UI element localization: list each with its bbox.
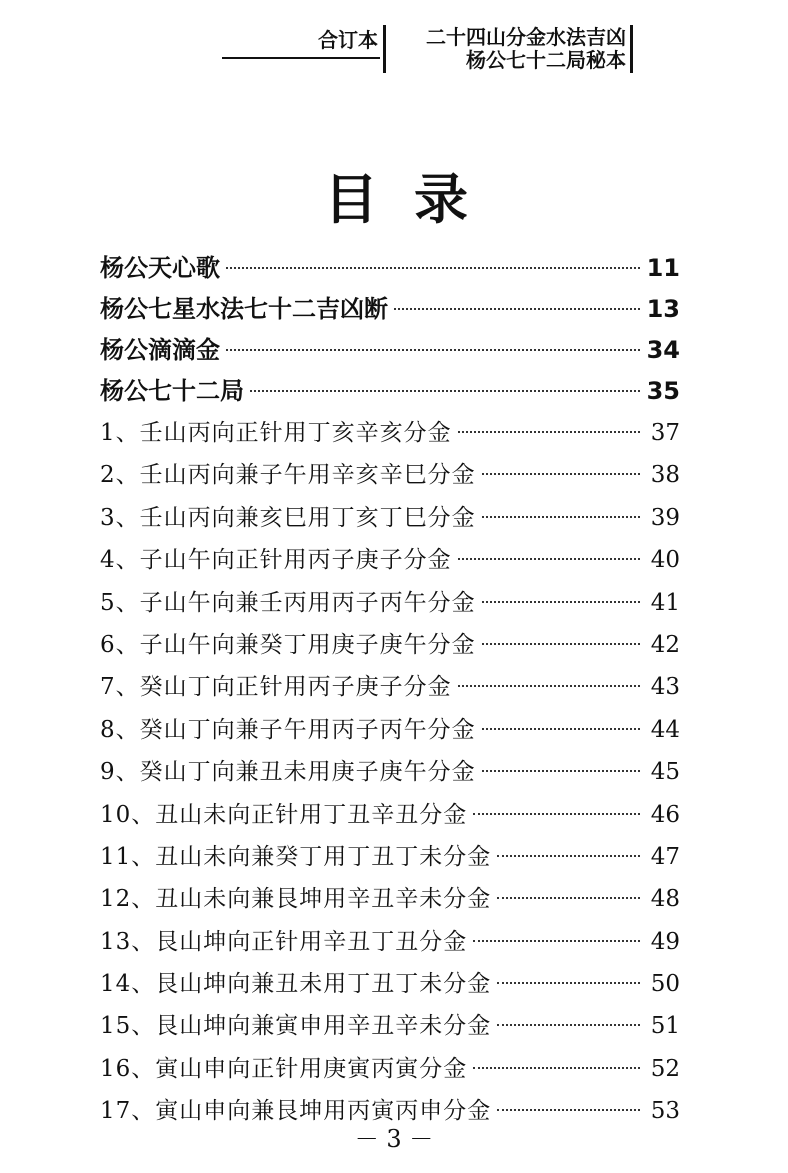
toc-dot-leader [473,1067,640,1069]
toc-entry-title: 6、子山午向兼癸丁用庚子庚午分金 [100,631,476,658]
toc-dot-leader [482,473,640,475]
toc-entry [100,709,680,751]
toc-entry-page: 51 [650,1013,680,1040]
toc-entry-page: 43 [650,674,680,701]
toc-entry-title: 杨公七十二局 [100,377,244,405]
header-label: 合订本 [318,28,378,52]
toc-entry [100,836,680,878]
toc-entry-title: 2、壬山丙向兼子午用辛亥辛巳分金 [100,462,476,489]
toc-entry-title: 10、丑山未向正针用丁丑辛丑分金 [100,801,468,828]
toc-dot-leader [394,308,640,310]
toc-entry [100,1048,680,1090]
toc-entry-page: 45 [650,759,680,786]
toc-dot-leader [497,855,640,857]
toc-entry-title: 3、壬山丙向兼亥巳用丁亥丁巳分金 [100,504,476,531]
toc-entry [100,289,680,330]
toc-entry [100,624,680,666]
toc-entry-title: 14、艮山坤向兼丑未用丁丑丁未分金 [100,971,492,998]
toc-entry [100,963,680,1005]
toc-entry [100,921,680,963]
toc-entry [100,582,680,624]
toc-entry-page: 48 [650,886,680,913]
toc-entry-title: 5、子山午向兼壬丙用丙子丙午分金 [100,589,476,616]
header-bar-right [630,25,633,73]
toc-dot-leader [458,431,640,433]
toc-entry-title: 8、癸山丁向兼子午用丙子丙午分金 [100,716,476,743]
toc-entry-page: 46 [650,801,680,828]
toc-dot-leader [497,1024,640,1026]
toc-entry [100,539,680,581]
toc-entry-page: 44 [650,716,680,743]
toc-entry-page: 47 [650,843,680,870]
toc-entry [100,371,680,412]
toc-entry-page: 35 [646,377,680,405]
toc-entry [100,666,680,708]
toc-dot-leader [482,643,640,645]
toc-entry-page: 37 [650,420,680,446]
toc-entry-title: 15、艮山坤向兼寅申用辛丑辛未分金 [100,1013,492,1040]
toc-entry-title: 7、癸山丁向正针用丙子庚子分金 [100,674,452,701]
header-title-1: 二十四山分金水法吉凶 [426,25,626,49]
toc-dot-leader [497,897,640,899]
toc-entry [100,497,680,539]
header-bar-left [383,25,386,73]
toc-dot-leader [482,601,640,603]
header-rule [222,57,380,59]
toc-entry [100,751,680,793]
toc-entry-title: 16、寅山申向正针用庚寅丙寅分金 [100,1055,468,1082]
header-title-2: 杨公七十二局秘本 [466,48,626,72]
toc-entry-title: 4、子山午向正针用丙子庚子分金 [100,547,452,574]
toc-entry [100,794,680,836]
toc-entry [100,454,680,496]
toc-dot-leader [482,516,640,518]
toc-entry-title: 杨公七星水法七十二吉凶断 [100,295,388,323]
toc-entry-page: 34 [646,336,680,364]
toc-entry-title: 1、壬山丙向正针用丁亥辛亥分金 [100,420,452,446]
header-titles [388,26,626,72]
toc-entry-page: 39 [650,504,680,531]
toc-entry-page: 49 [650,928,680,955]
toc-entry-page: 42 [650,631,680,658]
toc-dot-leader [458,558,640,560]
toc-entry-page: 11 [646,254,680,282]
toc-entry-title: 杨公滴滴金 [100,336,220,364]
toc-entry-title: 9、癸山丁向兼丑未用庚子庚午分金 [100,759,476,786]
toc-entry-title: 13、艮山坤向正针用辛丑丁丑分金 [100,928,468,955]
toc-entry-title: 11、丑山未向兼癸丁用丁丑丁未分金 [100,843,492,870]
toc-dot-leader [497,1109,640,1111]
page-title: 目录 [324,168,504,231]
toc-entry [100,330,680,371]
toc-entry [100,878,680,920]
toc-entry-page: 13 [646,295,680,323]
table-of-contents [100,248,680,1133]
toc-dot-leader [250,390,640,392]
toc-entry-page: 40 [650,547,680,574]
toc-entry-page: 50 [650,971,680,998]
toc-entry-page: 38 [650,462,680,489]
toc-entry-title: 12、丑山未向兼艮坤用辛丑辛未分金 [100,886,492,913]
toc-entry-title: 17、寅山申向兼艮坤用丙寅丙申分金 [100,1098,492,1125]
toc-dot-leader [226,267,640,269]
toc-entry-title: 杨公天心歌 [100,254,220,282]
toc-entry-page: 41 [650,589,680,616]
page-number: － 3 － [354,1125,434,1153]
toc-dot-leader [497,982,640,984]
toc-dot-leader [473,940,640,942]
toc-dot-leader [482,728,640,730]
toc-dot-leader [226,349,640,351]
toc-dot-leader [458,685,640,687]
toc-entry [100,412,680,454]
toc-dot-leader [482,770,640,772]
toc-entry [100,1005,680,1047]
toc-dot-leader [473,813,640,815]
toc-entry-page: 52 [650,1055,680,1082]
toc-entry [100,248,680,289]
toc-entry-page: 53 [650,1098,680,1125]
